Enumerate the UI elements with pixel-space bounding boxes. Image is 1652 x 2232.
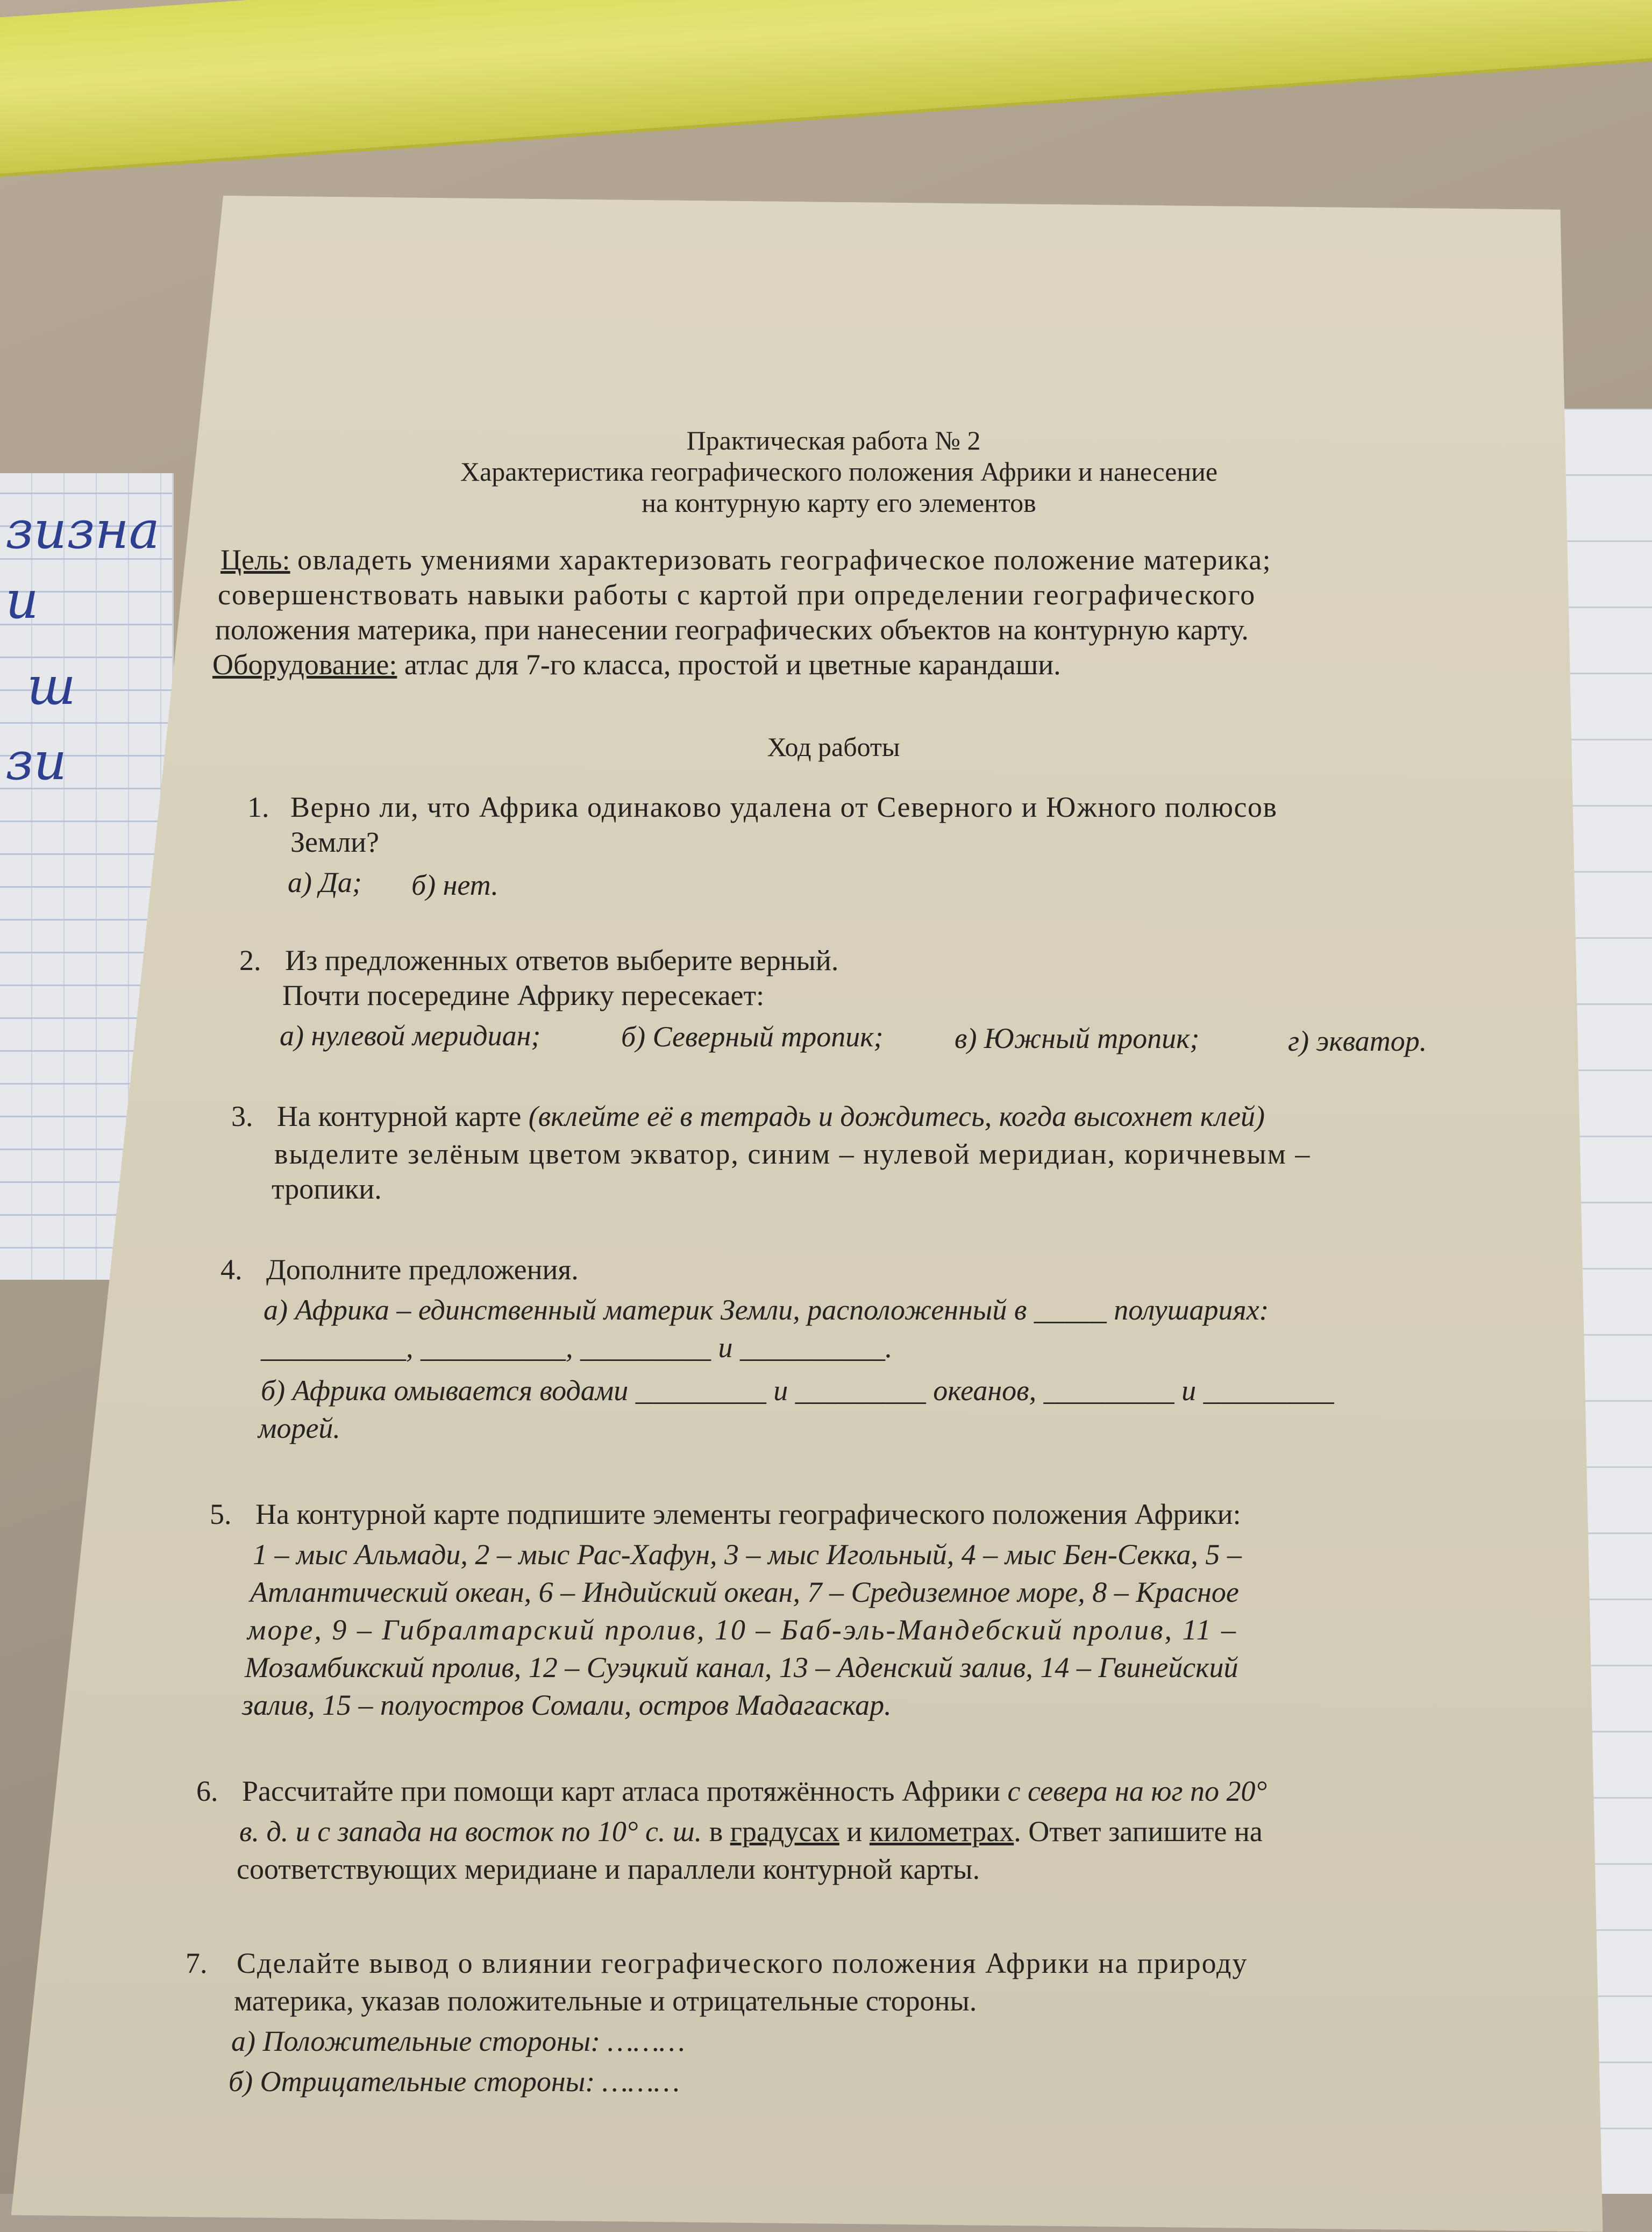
task-2-option-d: г) экватор. [1288, 1025, 1427, 1057]
section-title: Ход работы [767, 732, 900, 762]
worksheet-subtitle: Характеристика географического положения Африки и нанесение [460, 457, 1218, 487]
task-2-option-a: а) нулевой меридиан; [280, 1019, 541, 1052]
task-number: 5. [210, 1498, 232, 1530]
handwriting: ш [27, 656, 76, 716]
goal-line-2: совершенствовать навыки работы с картой при определении географического [218, 579, 1256, 611]
task-7-text-2: материка, указав положительные и отрицательные стороны. [234, 1985, 977, 2017]
task-4-sentence-b-end: морей. [258, 1412, 340, 1444]
task-number: 2. [239, 944, 261, 976]
equipment-label: Оборудование: [212, 648, 397, 681]
task-5-list-1: 1 – мыс Альмади, 2 – мыс Рас-Хафун, 3 – мыс Игольный, 4 – мыс Бен-Секка, 5 – [253, 1538, 1242, 1571]
task-4-sentence-b: б) Африка омывается водами _________ и _________ океанов, _________ и _________ [261, 1374, 1334, 1407]
task-1-text-2: Земли? [290, 826, 380, 858]
worksheet-subtitle-2: на контурную карту его элементов [642, 488, 1036, 518]
task-5-list-5: залив, 15 – полуостров Сомали, остров Мадагаскар. [242, 1689, 892, 1721]
task-6-text-3: соответствующих меридиане и параллели контурной карты. [237, 1853, 980, 1885]
handwriting: и [5, 570, 39, 630]
task-1-text: Верно ли, что Африка одинаково удалена от Северного и Южного полюсов [290, 791, 1278, 823]
task-4-text: Дополните предложения. [266, 1253, 579, 1286]
goal-line-3: положения материка, при нанесении географических объектов на контурную карту. [215, 614, 1249, 646]
task-4-sentence-a: а) Африка – единственный материк Земли, расположенный в _____ полушариях: [264, 1294, 1269, 1326]
worksheet-title: Практическая работа № 2 [686, 425, 981, 455]
task-4-sentence-a-blanks: __________, __________, _________ и __________. [261, 1331, 893, 1364]
task-number: 1. [247, 791, 269, 823]
task-6-text: Рассчитайте при помощи карт атласа протяжённость Африки с севера на юг по 20° [242, 1775, 1268, 1807]
task-3-text-3: тропики. [272, 1173, 382, 1205]
task-3-text-2: выделите зелёным цветом экватор, синим – нулевой меридиан, коричневым – [274, 1138, 1311, 1170]
task-3-text: На контурной карте (вклейте её в тетрадь и дождитесь, когда высохнет клей) [277, 1100, 1265, 1132]
task-number: 3. [231, 1100, 253, 1132]
handwriting: зи [5, 731, 67, 791]
task-7-option-b: б) Отрицательные стороны: ……… [229, 2065, 680, 2098]
task-number: 7. [186, 1947, 208, 1979]
handwriting: зизна [5, 500, 160, 560]
task-5-list-2: Атлантический океан, 6 – Индийский океан, 7 – Средиземное море, 8 – Красное [250, 1576, 1239, 1608]
task-5-text: На контурной карте подпишите элементы географического положения Африки: [255, 1498, 1241, 1530]
task-2-option-c: в) Южный тропик; [955, 1022, 1200, 1054]
task-5-list-4: Мозамбикский пролив, 12 – Суэцкий канал, 13 – Аденский залив, 14 – Гвинейский [245, 1651, 1238, 1684]
equipment-line: Оборудование: атлас для 7-го класса, простой и цветные карандаши. [212, 648, 1061, 681]
task-5-list-3: море, 9 – Гибралтарский пролив, 10 – Баб-эль-Мандебский пролив, 11 – [247, 1614, 1237, 1646]
task-2-text: Из предложенных ответов выберите верный. [285, 944, 839, 976]
goal-label: Цель: [220, 544, 290, 576]
task-7-option-a: а) Положительные стороны: ……… [231, 2025, 685, 2057]
task-1-option-a: а) Да; [288, 866, 362, 898]
task-7-text: Сделайте вывод о влиянии географического положения Африки на природу [237, 1947, 1248, 1979]
task-2-option-b: б) Северный тропик; [621, 1021, 884, 1053]
goal-line-1: Цель: овладеть умениями характеризовать географическое положение материка; [220, 544, 1272, 576]
task-6-text-2: в. д. и с запада на восток по 10° с. ш. в градусах и километрах. Ответ запишите на [239, 1815, 1263, 1848]
task-number: 4. [220, 1253, 243, 1286]
task-1-option-b: б) нет. [411, 869, 499, 901]
task-number: 6. [196, 1775, 218, 1807]
task-2-text-2: Почти посередине Африку пересекает: [282, 979, 765, 1011]
